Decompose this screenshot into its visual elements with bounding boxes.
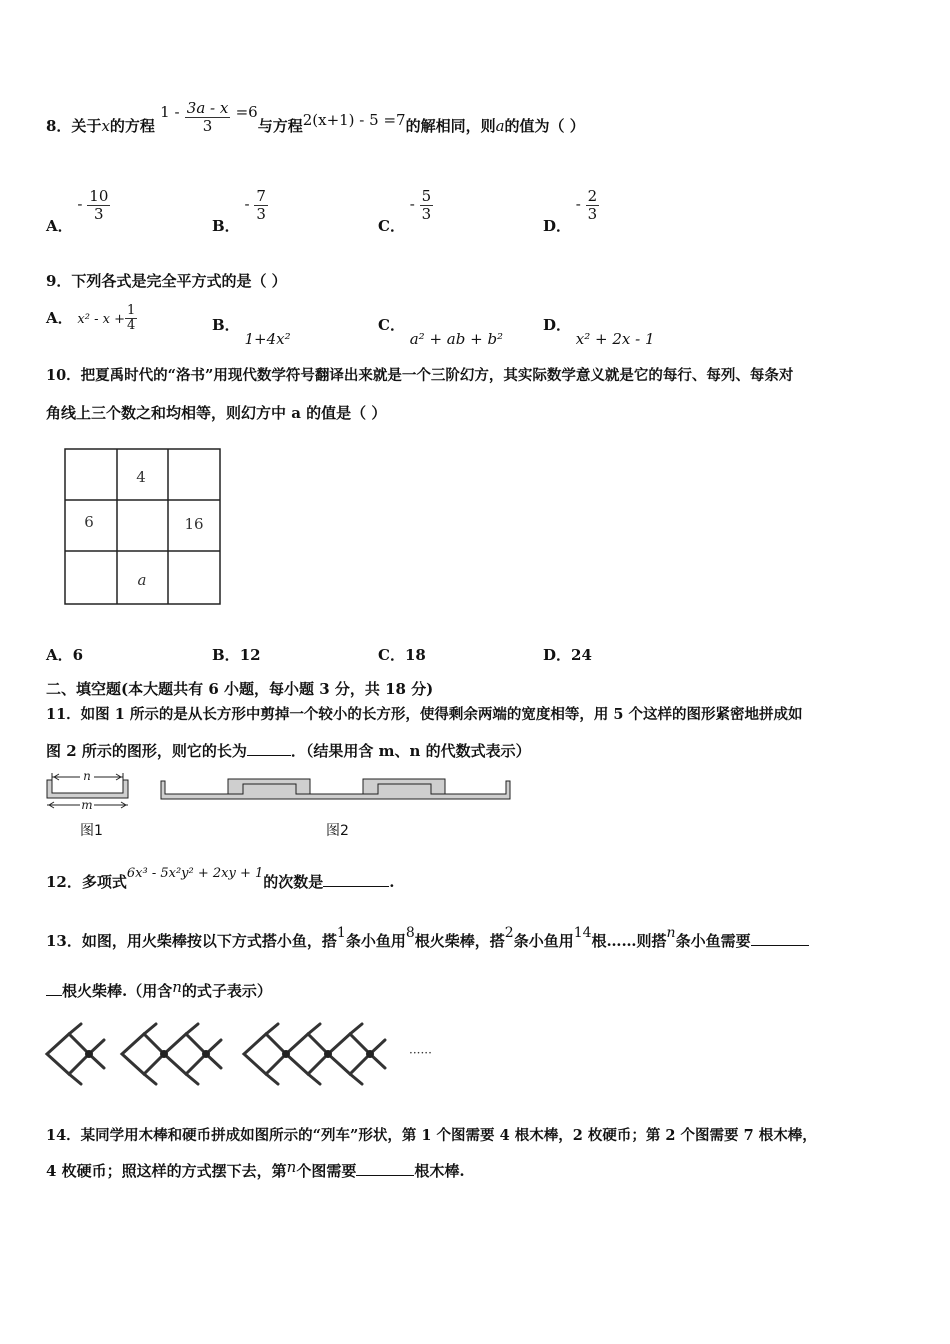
fig1-caption: 图1	[80, 823, 103, 839]
option-label: C．	[378, 217, 405, 235]
figure-2	[158, 776, 514, 804]
q8-var-x: x	[101, 117, 110, 135]
q9-option-d[interactable]	[543, 316, 655, 348]
q12-text: 12．多项式	[46, 873, 127, 891]
option-value: 18	[404, 646, 426, 664]
option-fraction	[420, 188, 434, 222]
option-label: A．	[46, 308, 73, 327]
q10-option-a[interactable]	[46, 644, 83, 665]
q10-stem-line1: 10．把夏禹时代的“洛书”用现代数学符号翻译出来就是一个三阶幻方，其实际数学意义就是它的每行、每列、每条对	[46, 367, 794, 384]
q12-text: .	[389, 873, 395, 891]
fraction-numerator: 1	[126, 303, 136, 318]
fraction-numerator: 10	[89, 187, 109, 205]
option-sign: -	[409, 195, 415, 213]
q8-eq1-denominator: 3	[202, 116, 213, 135]
q8-prefix: 8．关于	[46, 117, 102, 135]
q8-text: 的值为（ ）	[504, 117, 585, 135]
fish-matchstick-figure	[44, 1020, 464, 1090]
q9-option-c[interactable]	[378, 316, 504, 348]
magic-square	[60, 445, 225, 607]
answer-blank-cont[interactable]	[46, 995, 62, 996]
option-expression: x² - x +	[77, 311, 125, 327]
q14-text: 个图需要	[296, 1162, 357, 1180]
option-fraction	[254, 188, 268, 222]
q10-option-c[interactable]	[378, 644, 426, 665]
option-label: C．	[378, 646, 405, 664]
q12-stem	[46, 866, 395, 892]
q14-text: 根木棒.	[414, 1162, 465, 1180]
q10-option-b[interactable]	[212, 644, 261, 665]
option-expression: 1+4x²	[244, 330, 291, 348]
q14-text: 4 枚硬币；照这样的方式摆下去，第	[46, 1162, 287, 1180]
option-label: B．	[212, 316, 240, 334]
q13-number: 8	[405, 925, 415, 941]
q9-option-b[interactable]	[212, 316, 291, 348]
q13-text: 13．如图，用火柴棒按以下方式搭小鱼，搭	[46, 932, 337, 950]
q13-stem-line2	[46, 980, 272, 1001]
q8-eq1-numerator: 3a - x	[186, 99, 229, 117]
q8-stem	[46, 99, 585, 144]
q12-text: 的次数是	[263, 873, 324, 891]
option-label: B．	[212, 646, 240, 664]
option-sign: -	[77, 195, 83, 213]
q13-var-n: n	[666, 925, 676, 941]
q13-text: 的式子表示）	[181, 982, 272, 1000]
option-label: A．	[46, 646, 73, 664]
q8-option-b[interactable]	[212, 187, 268, 235]
q9-stem: 9．下列各式是完全平方式的是（ ）	[46, 272, 287, 290]
figure-1	[44, 768, 134, 812]
option-fraction	[87, 188, 110, 222]
q14-stem-line2	[46, 1160, 465, 1181]
answer-blank[interactable]	[323, 886, 389, 887]
option-label: D．	[543, 316, 572, 334]
magic-cell-3-2: a	[137, 571, 147, 589]
fraction-denominator: 3	[587, 204, 598, 223]
q13-stem-line1	[46, 925, 809, 951]
option-sign: -	[575, 195, 581, 213]
q13-text: 条小鱼用	[513, 932, 574, 950]
q11-stem-line2	[46, 740, 531, 761]
q10-option-d[interactable]	[543, 644, 592, 665]
q14-var-n: n	[286, 1158, 297, 1176]
magic-cell-1-2: 4	[136, 468, 146, 486]
q9-option-a[interactable]	[46, 304, 137, 334]
q12-polynomial: 6x³ - 5x²y² + 2xy + 1	[126, 866, 264, 881]
option-sign: -	[244, 195, 250, 213]
q13-var-n: n	[172, 978, 182, 996]
q8-var-a: a	[495, 117, 505, 135]
magic-cell-2-3: 16	[184, 515, 204, 533]
answer-blank[interactable]	[751, 945, 809, 946]
answer-blank[interactable]	[356, 1175, 414, 1176]
option-fraction	[586, 188, 600, 222]
q11-text: 图 2 所示的图形，则它的长为	[46, 742, 247, 760]
option-label: C．	[378, 316, 405, 334]
q13-text: 根火柴棒.（用含	[62, 982, 173, 1000]
option-expression: a² + ab + b²	[409, 330, 504, 348]
q8-option-c[interactable]	[378, 187, 433, 235]
q13-text: 根火柴棒，搭	[414, 932, 505, 950]
q10-stem-line2: 角线上三个数之和均相等，则幻方中 a 的值是（ ）	[46, 404, 387, 422]
q8-option-a[interactable]	[46, 187, 110, 235]
q13-text: 根……则搭	[591, 932, 667, 950]
fraction-denominator: 4	[126, 318, 136, 334]
q13-text: 条小鱼需要	[675, 932, 751, 950]
fraction-denominator: 3	[94, 204, 104, 223]
fraction-denominator: 3	[256, 204, 266, 223]
q8-option-d[interactable]	[543, 187, 599, 235]
fish-continuation-dots: ······	[409, 1046, 432, 1060]
option-fraction	[125, 304, 137, 334]
option-value: 12	[239, 646, 261, 664]
fraction-denominator: 3	[421, 204, 432, 223]
q13-number: 14	[573, 925, 592, 941]
fig1-label-m: m	[81, 798, 93, 812]
fraction-numerator: 5	[421, 187, 432, 205]
q13-text: 条小鱼用	[345, 932, 406, 950]
option-expression: x² + 2x - 1	[575, 330, 655, 348]
fraction-numerator: 2	[587, 187, 598, 205]
q11-stem-line1: 11．如图 1 所示的是从长方形中剪掉一个较小的长方形，使得剩余两端的宽度相等，用 5 个这样的图形紧密地拼成如	[46, 706, 803, 723]
q8-eq1-fraction	[185, 100, 231, 134]
option-label: A．	[46, 217, 73, 235]
option-value: 6	[72, 646, 84, 664]
fraction-numerator: 7	[256, 187, 266, 205]
answer-blank[interactable]	[247, 755, 291, 756]
q8-eq2: 2(x+1) - 5 =7	[302, 111, 406, 129]
q8-eq1-lhs: 1 -	[160, 103, 180, 121]
option-value: 24	[571, 646, 592, 664]
q8-text: 的解相同，则	[405, 117, 496, 135]
q8-text: 的方程	[109, 117, 155, 135]
magic-cell-2-1: 6	[84, 513, 94, 531]
fig1-label-n: n	[83, 769, 91, 783]
option-label: D．	[543, 217, 572, 235]
section-title: 二、填空题(本大题共有 6 小题，每小题 3 分，共 18 分)	[46, 680, 434, 698]
q8-eq1-rhs: =6	[235, 103, 258, 121]
q11-text: ．（结果用含 m、n 的代数式表示）	[290, 742, 531, 760]
option-label: D．	[543, 646, 572, 664]
q8-text: 与方程	[257, 117, 303, 135]
fig2-caption: 图2	[326, 823, 349, 839]
q13-number: 1	[336, 925, 346, 941]
q14-stem-line1: 14．某同学用木棒和硬币拼成如图所示的“列车”形状，第 1 个图需要 4 根木棒，2 枚硬币；第 2 个图需要 7 根木棒，	[46, 1127, 817, 1144]
q13-number: 2	[504, 925, 514, 941]
option-label: B．	[212, 217, 240, 235]
